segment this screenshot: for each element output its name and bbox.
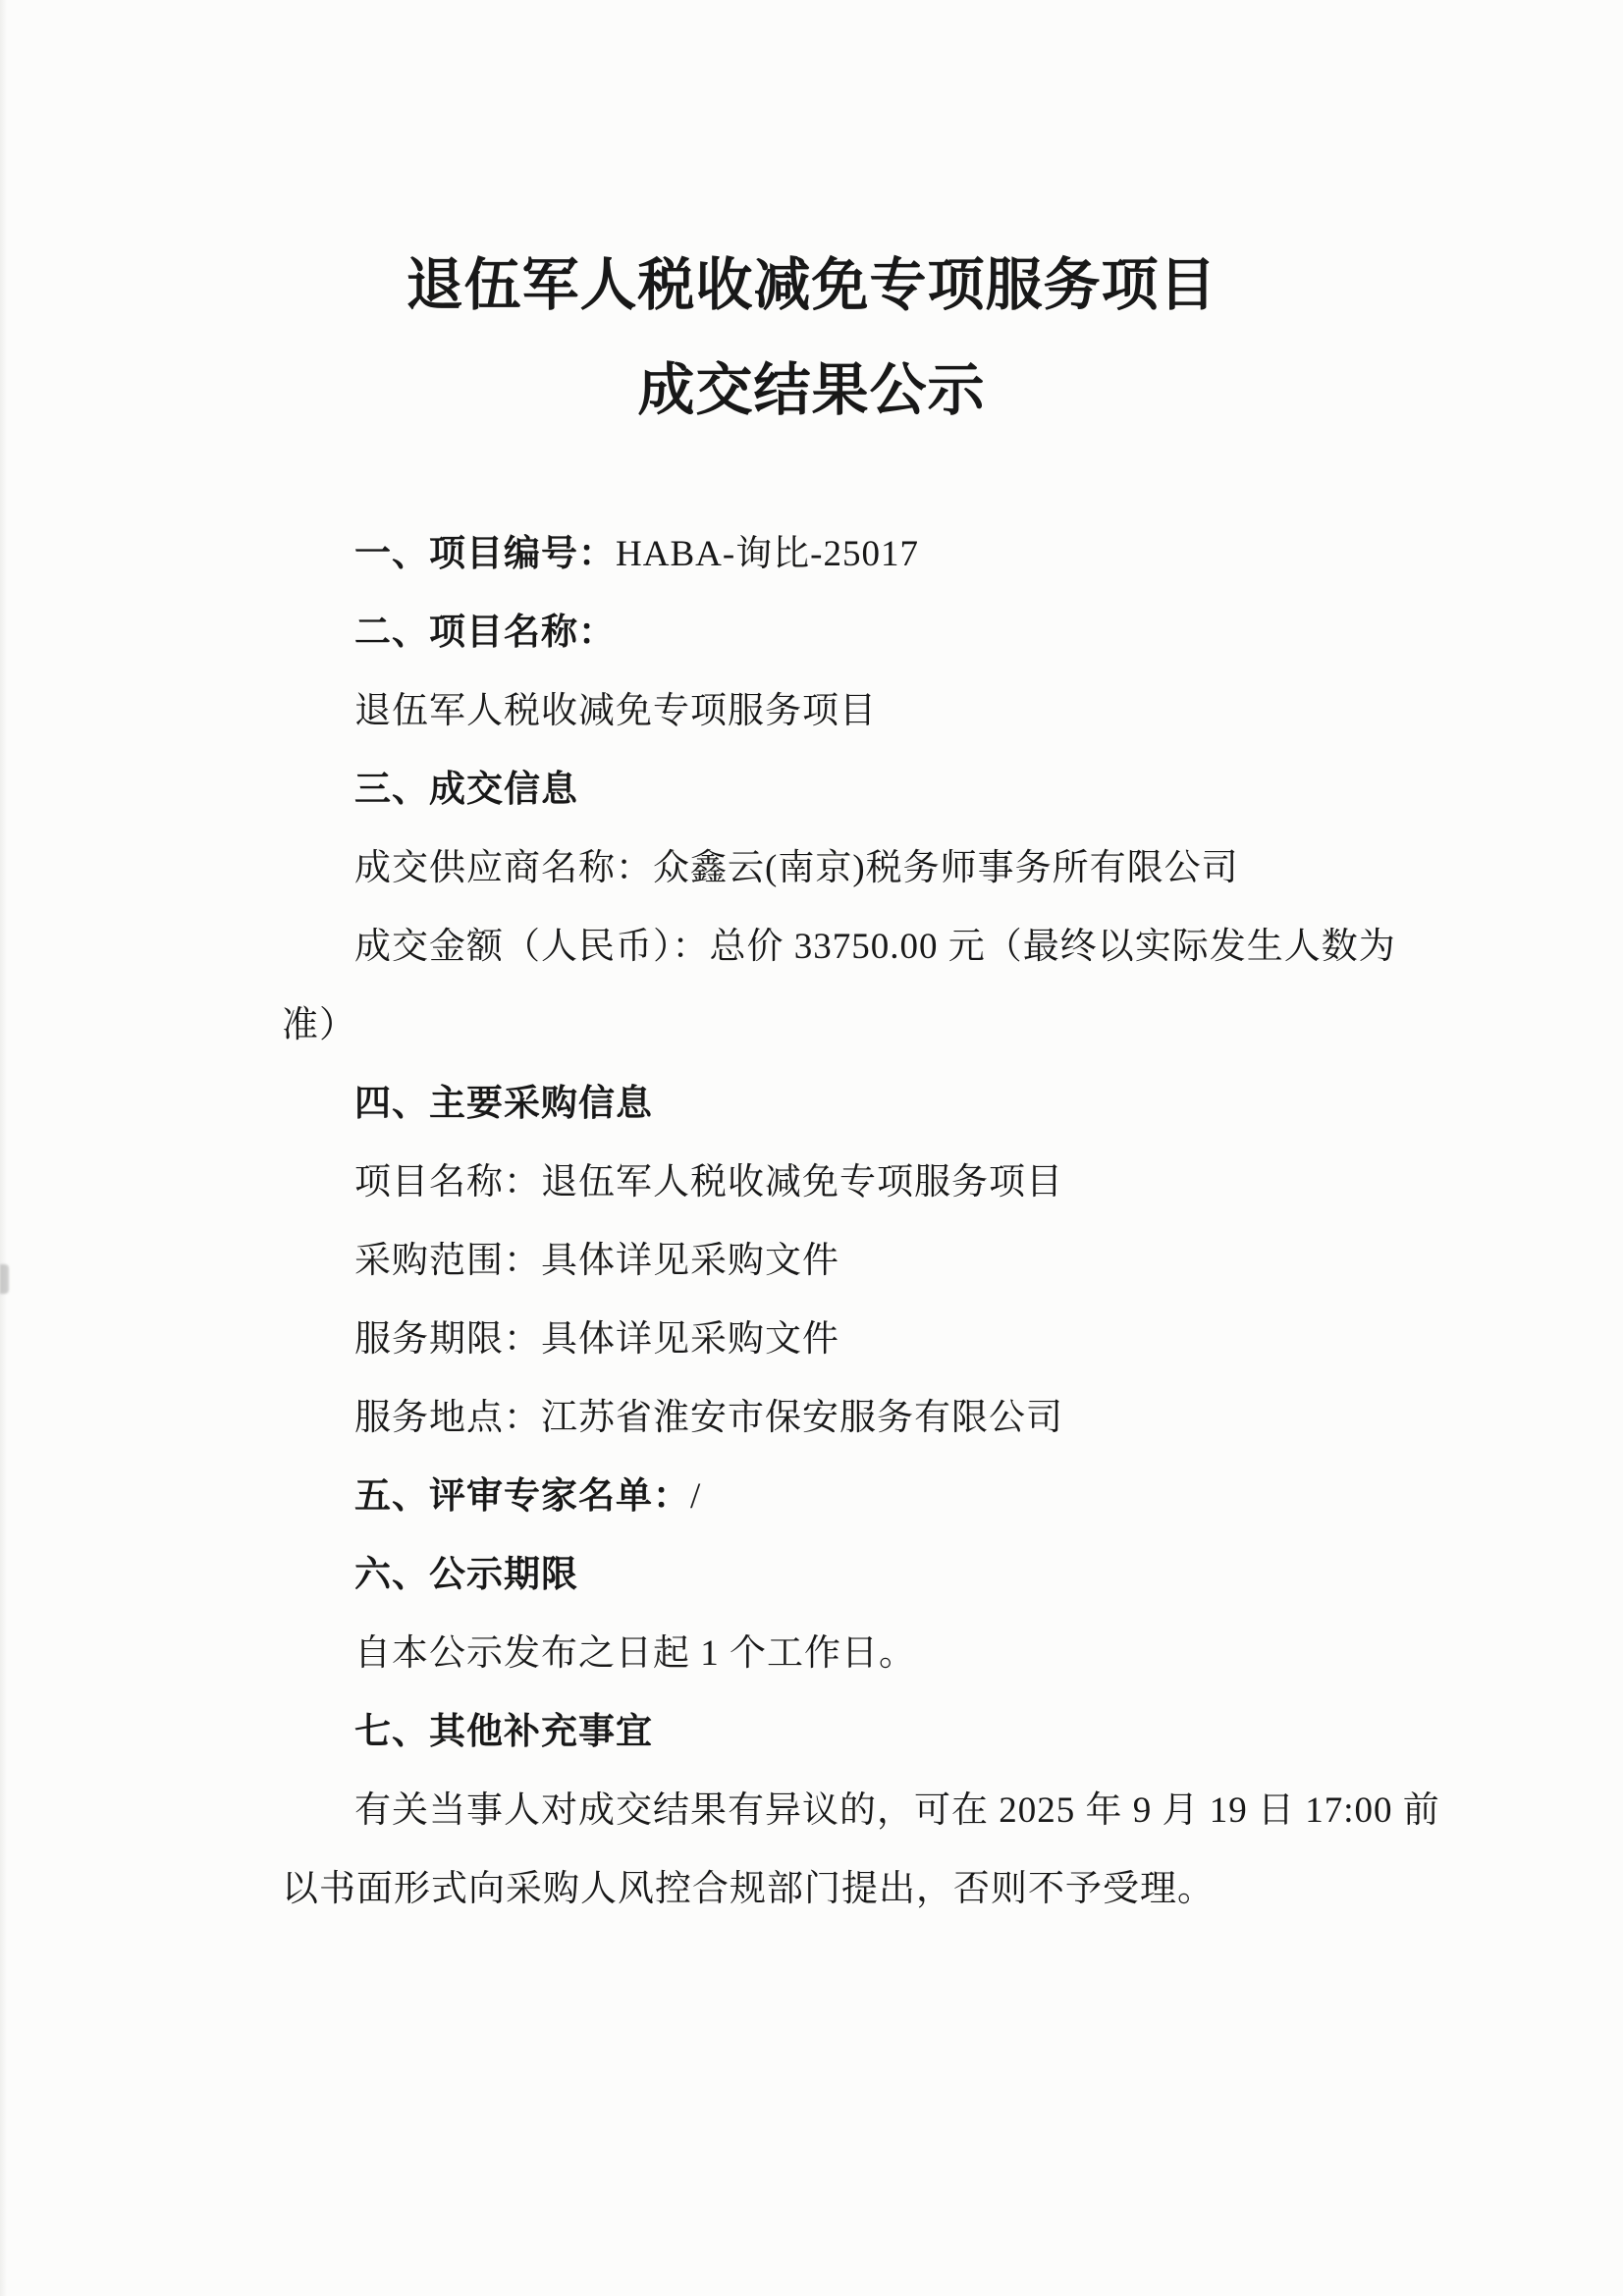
section5-heading [354,1472,701,1522]
section7-heading: 七、其他补充事宜 [354,1712,653,1752]
project-name-body: 退伍军人税收减免专项服务项目 [354,691,877,731]
objection-notice-line2: 以书面形式向采购人风控合规部门提出，否则不予受理。 [282,1869,1215,1909]
section1-label: 一、项目编号： [354,534,616,574]
publicity-period-body: 自本公示发布之日起 1 个工作日。 [354,1633,916,1674]
section4-heading: 四、主要采购信息 [354,1084,653,1124]
section1-heading [354,530,919,579]
supplier-name-line: 成交供应商名称：众鑫云(南京)税务师事务所有限公司 [354,848,1239,888]
document-title-line2: 成交结果公示 [637,358,986,422]
deal-amount-line2: 准） [282,1005,356,1045]
procurement-project-name: 项目名称：退伍军人税收减免专项服务项目 [354,1162,1063,1202]
service-location: 服务地点：江苏省淮安市保安服务有限公司 [354,1398,1063,1438]
project-number-value: HABA-询比-25017 [616,534,919,574]
scan-edge-shadow [0,0,7,2296]
document-title-line1: 退伍军人税收减免专项服务项目 [406,253,1217,317]
objection-notice-line1: 有关当事人对成交结果有异议的，可在 2025 年 9 月 19 日 17:00 前 [354,1790,1440,1831]
deal-amount-line1: 成交金额（人民币）：总价 33750.00 元（最终以实际发生人数为 [354,927,1396,967]
service-period: 服务期限：具体详见采购文件 [354,1319,839,1360]
section5-label: 五、评审专家名单： [354,1476,690,1517]
section2-heading: 二、项目名称： [354,613,616,653]
section3-heading: 三、成交信息 [354,770,578,810]
scan-smudge-artifact [0,1264,9,1294]
section6-heading: 六、公示期限 [354,1555,578,1595]
expert-list-value: / [690,1476,702,1517]
procurement-scope: 采购范围：具体详见采购文件 [354,1241,839,1281]
